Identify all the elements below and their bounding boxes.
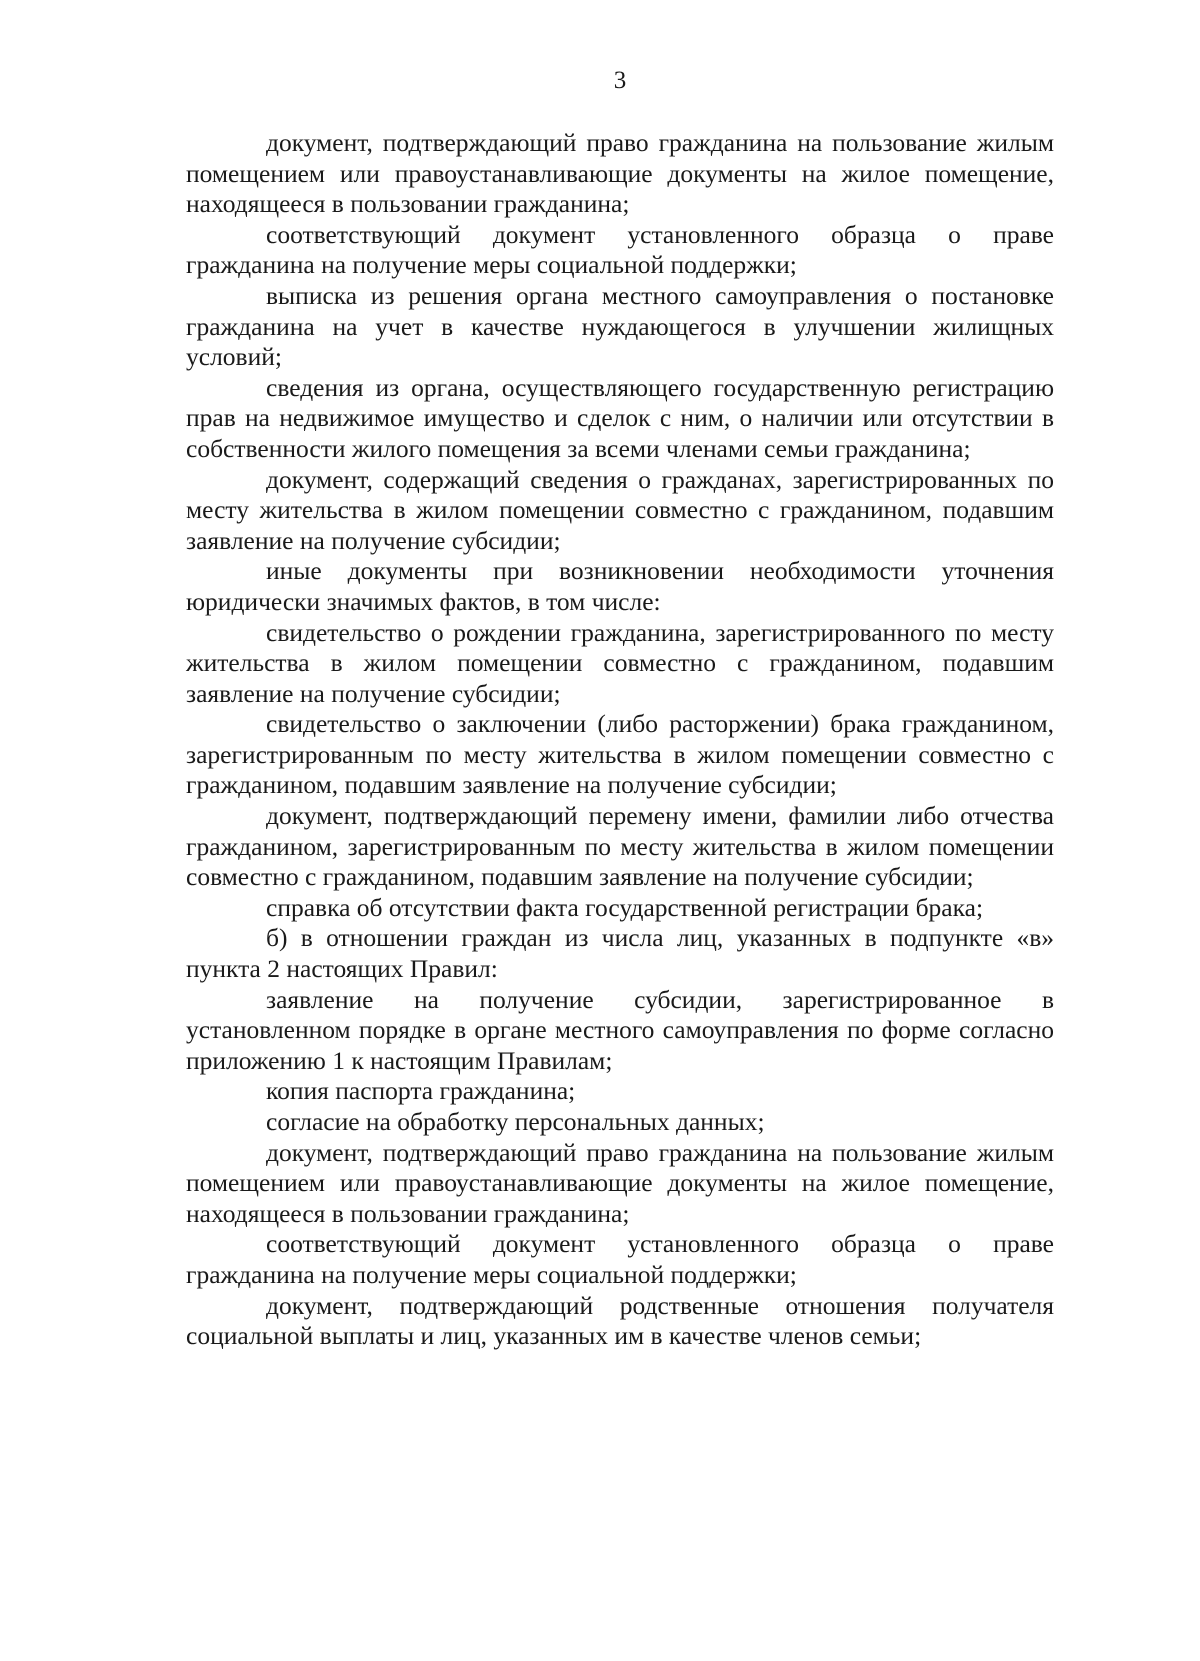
- paragraph-11: б) в отношении граждан из числа лиц, указанных в подпункте «в» пункта 2 настоящих Правил:: [186, 923, 1054, 984]
- paragraph-14: согласие на обработку персональных данных;: [266, 1107, 765, 1136]
- paragraph-4: сведения из органа, осуществляющего государственную регистрацию прав на недвижимое имущество и сделок с ним, о наличии или отсутствии в собственности жилого помещения за всеми членами семьи гражданина;: [186, 372, 1054, 463]
- paragraph-9: документ, подтверждающий перемену имени, фамилии либо отчества гражданином, зарегистрированным по месту жительства в жилом помещении совместно с гражданином, подавшим заявление на получение субсидии;: [186, 801, 1054, 892]
- document-body: [186, 128, 1054, 1352]
- paragraph-2: соответствующий документ установленного образца о праве гражданина на получение меры социальной поддержки;: [186, 219, 1054, 280]
- paragraph-7: свидетельство о рождении гражданина, зарегистрированного по месту жительства в жилом помещении совместно с гражданином, подавшим заявление на получение субсидии;: [186, 617, 1054, 708]
- page-number: 3: [613, 67, 627, 94]
- paragraph-8: свидетельство о заключении (либо расторжении) брака гражданином, зарегистрированным по месту жительства в жилом помещении совместно с гражданином, подавшим заявление на получение субсидии;: [186, 709, 1054, 800]
- paragraph-12: заявление на получение субсидии, зарегистрированное в установленном порядке в органе местного самоуправления по форме согласно приложению 1 к настоящим Правилам;: [186, 984, 1054, 1075]
- paragraph-15: документ, подтверждающий право гражданина на пользование жилым помещением или правоустанавливающие документы на жилое помещение, находящееся в пользовании гражданина;: [186, 1137, 1054, 1228]
- paragraph-17: документ, подтверждающий родственные отношения получателя социальной выплаты и лиц, указанных им в качестве членов семьи;: [186, 1290, 1054, 1351]
- paragraph-6: иные документы при возникновении необходимости уточнения юридически значимых фактов, в том числе:: [186, 556, 1054, 616]
- paragraph-16: соответствующий документ установленного образца о праве гражданина на получение меры социальной поддержки;: [186, 1229, 1054, 1289]
- paragraph-5: документ, содержащий сведения о гражданах, зарегистрированных по месту жительства в жилом помещении совместно с гражданином, подавшим заявление на получение субсидии;: [186, 464, 1054, 555]
- paragraph-1: документ, подтверждающий право гражданина на пользование жилым помещением или правоустанавливающие документы на жилое помещение, находящееся в пользовании гражданина;: [186, 128, 1054, 219]
- paragraph-10: справка об отсутствии факта государственной регистрации брака;: [266, 892, 984, 922]
- paragraph-3: выписка из решения органа местного самоуправления о постановке гражданина на учет в качестве нуждающегося в улучшении жилищных условий;: [186, 280, 1054, 372]
- paragraph-13: копия паспорта гражданина;: [266, 1076, 576, 1106]
